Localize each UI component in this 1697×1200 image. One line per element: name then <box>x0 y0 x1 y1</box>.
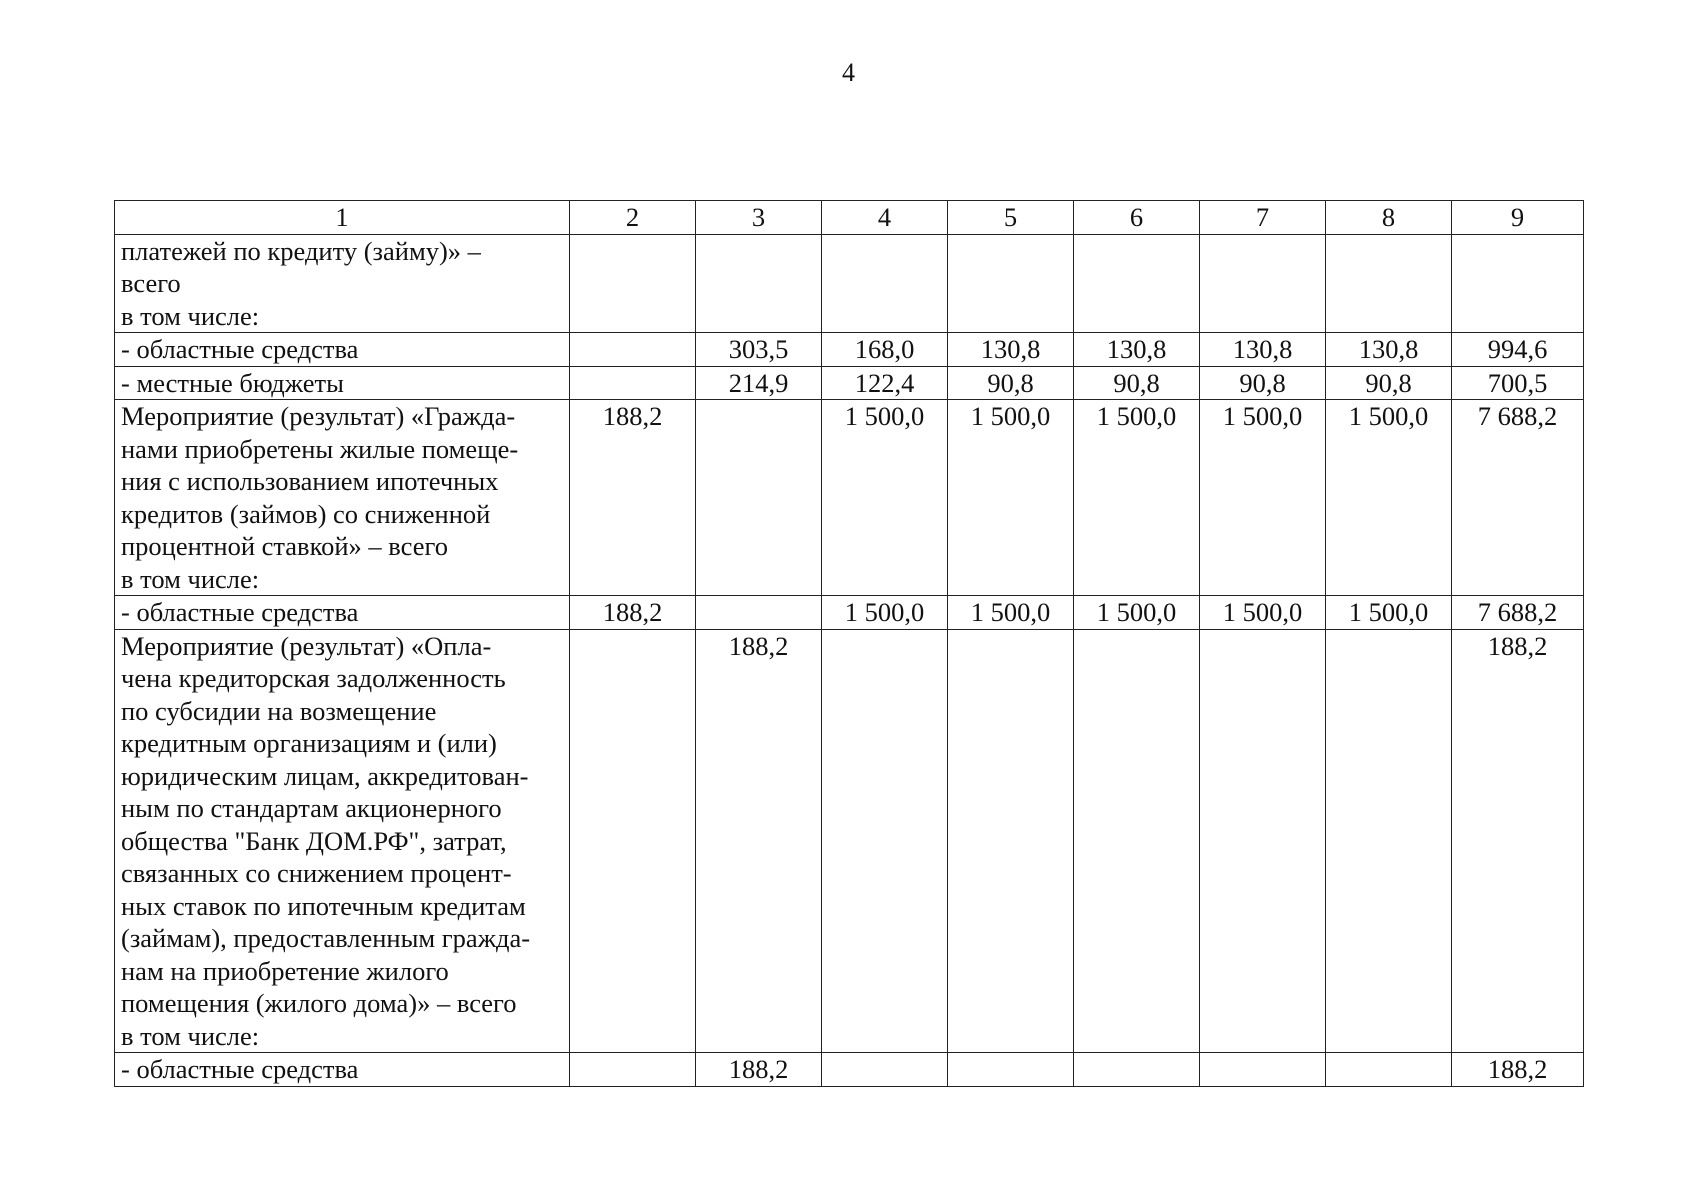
description-line: - областные средства <box>121 597 359 627</box>
value-cell <box>570 366 696 400</box>
description-line: нами приобретены жилые помеще- <box>121 433 519 464</box>
value-cell: 1 500,0 <box>1326 400 1452 596</box>
value-cell: 90,8 <box>1074 366 1200 400</box>
value-cell: 1 500,0 <box>1074 596 1200 630</box>
table-header-row <box>115 201 1584 235</box>
description-line: общества "Банк ДОМ.РФ", затрат, <box>121 825 507 856</box>
description-line: помещения (жилого дома)» – всего <box>121 988 517 1018</box>
value-cell <box>1326 1053 1452 1087</box>
description-line: платежей по кредиту (займу)» – <box>121 235 481 266</box>
table-row <box>115 629 1584 1053</box>
description-line: всего <box>121 268 181 298</box>
description-line: процентной ставкой» – всего <box>121 531 448 561</box>
value-cell <box>1326 629 1452 1053</box>
value-cell <box>570 234 696 333</box>
row-description <box>115 596 570 630</box>
value-cell: 188,2 <box>570 596 696 630</box>
value-cell: 90,8 <box>948 366 1074 400</box>
value-cell <box>570 333 696 367</box>
value-cell: 994,6 <box>1452 333 1584 367</box>
value-cell: 1 500,0 <box>822 400 948 596</box>
value-cell: 700,5 <box>1452 366 1584 400</box>
row-description <box>115 400 570 596</box>
description-line: - местные бюджеты <box>121 367 344 398</box>
description-line: - областные средства <box>121 1054 359 1084</box>
header-cell: 6 <box>1074 201 1200 235</box>
description-line: чена кредиторская задолженность <box>121 663 506 693</box>
value-cell <box>1200 234 1326 333</box>
value-cell <box>822 234 948 333</box>
value-cell <box>1200 629 1326 1053</box>
value-cell: 168,0 <box>822 333 948 367</box>
table-row <box>115 333 1584 367</box>
description-line: ным по стандартам акционерного <box>121 793 502 823</box>
description-line: в том числе: <box>121 300 260 331</box>
value-cell <box>570 1053 696 1087</box>
value-cell <box>696 596 822 630</box>
value-cell: 303,5 <box>696 333 822 367</box>
header-cell: 4 <box>822 201 948 235</box>
description-line: ния с использованием ипотечных <box>121 466 499 496</box>
description-line: кредитов (займов) со сниженной <box>121 498 491 529</box>
value-cell <box>948 1053 1074 1087</box>
header-cell: 9 <box>1452 201 1584 235</box>
value-cell: 188,2 <box>1452 629 1584 1053</box>
row-description <box>115 366 570 400</box>
value-cell: 130,8 <box>948 333 1074 367</box>
value-cell: 7 688,2 <box>1452 400 1584 596</box>
table-row <box>115 234 1584 333</box>
value-cell: 188,2 <box>1452 1053 1584 1087</box>
value-cell <box>1452 234 1584 333</box>
value-cell <box>1074 1053 1200 1087</box>
row-description <box>115 234 570 333</box>
value-cell: 1 500,0 <box>1200 400 1326 596</box>
table-row <box>115 1053 1584 1087</box>
value-cell <box>1200 1053 1326 1087</box>
header-cell: 1 <box>115 201 570 235</box>
value-cell <box>822 1053 948 1087</box>
header-cell: 3 <box>696 201 822 235</box>
value-cell <box>948 629 1074 1053</box>
row-description <box>115 333 570 367</box>
value-cell <box>948 234 1074 333</box>
value-cell: 188,2 <box>696 629 822 1053</box>
value-cell: 1 500,0 <box>822 596 948 630</box>
value-cell <box>822 629 948 1053</box>
description-line: Мероприятие (результат) «Опла- <box>121 630 492 661</box>
table-row <box>115 366 1584 400</box>
value-cell: 188,2 <box>570 400 696 596</box>
description-line: юридическим лицам, аккредитован- <box>121 760 529 791</box>
row-description <box>115 629 570 1053</box>
value-cell <box>1074 234 1200 333</box>
row-description <box>115 1053 570 1087</box>
value-cell: 214,9 <box>696 366 822 400</box>
description-line: в том числе: <box>121 563 260 594</box>
description-line: нам на приобретение жилого <box>121 955 449 986</box>
value-cell: 90,8 <box>1326 366 1452 400</box>
description-line: по субсидии на возмещение <box>121 695 437 726</box>
table-row <box>115 400 1584 596</box>
description-line: в том числе: <box>121 1020 260 1051</box>
page-number: 4 <box>842 58 855 87</box>
value-cell <box>696 400 822 596</box>
value-cell: 188,2 <box>696 1053 822 1087</box>
value-cell <box>1074 629 1200 1053</box>
budget-table <box>114 200 1584 1087</box>
value-cell: 130,8 <box>1326 333 1452 367</box>
header-cell: 7 <box>1200 201 1326 235</box>
value-cell: 122,4 <box>822 366 948 400</box>
value-cell: 90,8 <box>1200 366 1326 400</box>
description-line: Мероприятие (результат) «Гражда- <box>121 401 516 431</box>
value-cell: 1 500,0 <box>1200 596 1326 630</box>
value-cell <box>570 629 696 1053</box>
value-cell: 1 500,0 <box>948 596 1074 630</box>
description-line: - областные средства <box>121 334 359 364</box>
description-line: кредитным организациям и (или) <box>121 728 497 758</box>
description-line: (займам), предоставленным гражда- <box>121 923 531 953</box>
description-line: связанных со снижением процент- <box>121 858 512 888</box>
value-cell: 7 688,2 <box>1452 596 1584 630</box>
value-cell: 1 500,0 <box>1074 400 1200 596</box>
description-line: ных ставок по ипотечным кредитам <box>121 890 526 921</box>
value-cell: 130,8 <box>1200 333 1326 367</box>
header-cell: 8 <box>1326 201 1452 235</box>
value-cell: 1 500,0 <box>1326 596 1452 630</box>
table-row <box>115 596 1584 630</box>
header-cell: 2 <box>570 201 696 235</box>
value-cell: 130,8 <box>1074 333 1200 367</box>
value-cell <box>1326 234 1452 333</box>
header-cell: 5 <box>948 201 1074 235</box>
value-cell: 1 500,0 <box>948 400 1074 596</box>
value-cell <box>696 234 822 333</box>
